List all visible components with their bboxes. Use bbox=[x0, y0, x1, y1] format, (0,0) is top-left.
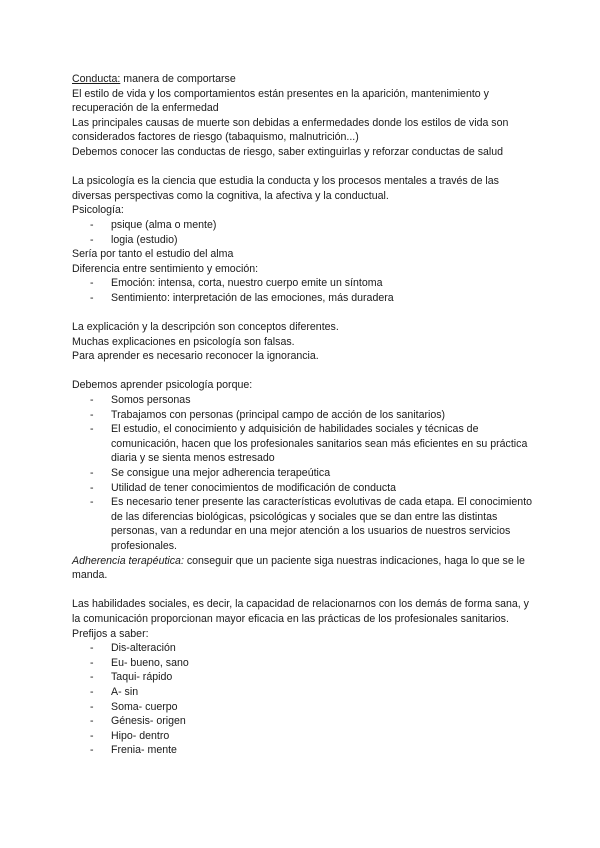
psicologia-list bbox=[72, 218, 534, 247]
paragraph: Para aprender es necesario reconocer la ignorancia. bbox=[72, 350, 319, 363]
list-item: - Sentimiento: interpretación de las emociones, más duradera bbox=[90, 291, 534, 306]
list-item: - Dis-alteración bbox=[90, 641, 534, 656]
paragraph: Las habilidades sociales, es decir, la capacidad de relacionarnos con los demás de forma sana, y la comunicación proporcionan mayor eficacia en las prácticas de los profesionales sanitarios. bbox=[72, 598, 529, 625]
paragraph-conducta bbox=[72, 72, 534, 87]
paragraph: Muchas explicaciones en psicología son falsas. bbox=[72, 335, 295, 348]
list-item: - El estudio, el conocimiento y adquisición de habilidades sociales y técnicas de comunicación, hacen que los profesionales sanitarios sean más eficientes en su práctica diaria y se sienta menos estresado bbox=[90, 422, 534, 466]
list-item: - Eu- bueno, sano bbox=[90, 656, 534, 671]
paragraph: Las principales causas de muerte son debidas a enfermedades donde los estilos de vida son considerados factores de riesgo (tabaquismo, malnutrición...) bbox=[72, 116, 509, 144]
paragraph: Debemos conocer las conductas de riesgo, saber extinguirlas y reforzar conductas de salud bbox=[72, 145, 504, 158]
list-item: - Somos personas bbox=[90, 393, 534, 408]
list-item: - Génesis- origen bbox=[90, 714, 534, 729]
paragraph: Sería por tanto el estudio del alma bbox=[72, 248, 234, 261]
document-page bbox=[72, 72, 534, 758]
paragraph: Diferencia entre sentimiento y emoción: bbox=[72, 262, 259, 275]
definition-adherencia: conseguir que un paciente siga nuestras indicaciones, haga lo que se le manda. bbox=[72, 554, 525, 582]
list-item: - Utilidad de tener conocimientos de modificación de conducta bbox=[90, 481, 534, 496]
term-conducta: Conducta: bbox=[72, 73, 121, 85]
paragraph: El estilo de vida y los comportamientos están presentes en la aparición, mantenimiento y recuperación de la enfermedad bbox=[72, 87, 489, 115]
term-adherencia: Adherencia terapéutica: bbox=[72, 554, 184, 567]
list-item: - Emoción: intensa, corta, nuestro cuerpo emite un síntoma bbox=[90, 276, 534, 291]
list-item: - Se consigue una mejor adherencia terapeútica bbox=[90, 466, 534, 481]
list-item: - Taqui- rápido bbox=[90, 670, 534, 685]
list-item: - Trabajamos con personas (principal campo de acción de los sanitarios) bbox=[90, 408, 534, 423]
list-item: - logia (estudio) bbox=[90, 233, 534, 248]
list-item: - Es necesario tener presente las características evolutivas de cada etapa. El conocimiento de las diferencias biológicas, psicológicas y sociales que se dan entre las distintas personas, van a redundar en una mejor atención a los usuarios de nuestros servicios profesionales. bbox=[90, 495, 534, 553]
paragraph: La explicación y la descripción son conceptos diferentes. bbox=[72, 321, 339, 334]
list-item: - Soma- cuerpo bbox=[90, 700, 534, 715]
paragraph: Psicología: bbox=[72, 204, 124, 217]
paragraph: Prefijos a saber: bbox=[72, 627, 149, 640]
prefix-list bbox=[72, 641, 534, 758]
emocion-list bbox=[72, 276, 534, 305]
definition-conducta: manera de comportarse bbox=[120, 73, 236, 85]
list-item: - Hipo- dentro bbox=[90, 729, 534, 744]
paragraph: Debemos aprender psicología porque: bbox=[72, 379, 253, 392]
paragraph-adherencia bbox=[72, 554, 534, 583]
list-item: - Frenia- mente bbox=[90, 743, 534, 758]
paragraph: La psicología es la ciencia que estudia la conducta y los procesos mentales a través de las diversas perspectivas como la cognitiva, la afectiva y la conductual. bbox=[72, 175, 499, 202]
reasons-list bbox=[72, 393, 534, 554]
list-item: - psique (alma o mente) bbox=[90, 218, 534, 233]
list-item: - A- sin bbox=[90, 685, 534, 700]
